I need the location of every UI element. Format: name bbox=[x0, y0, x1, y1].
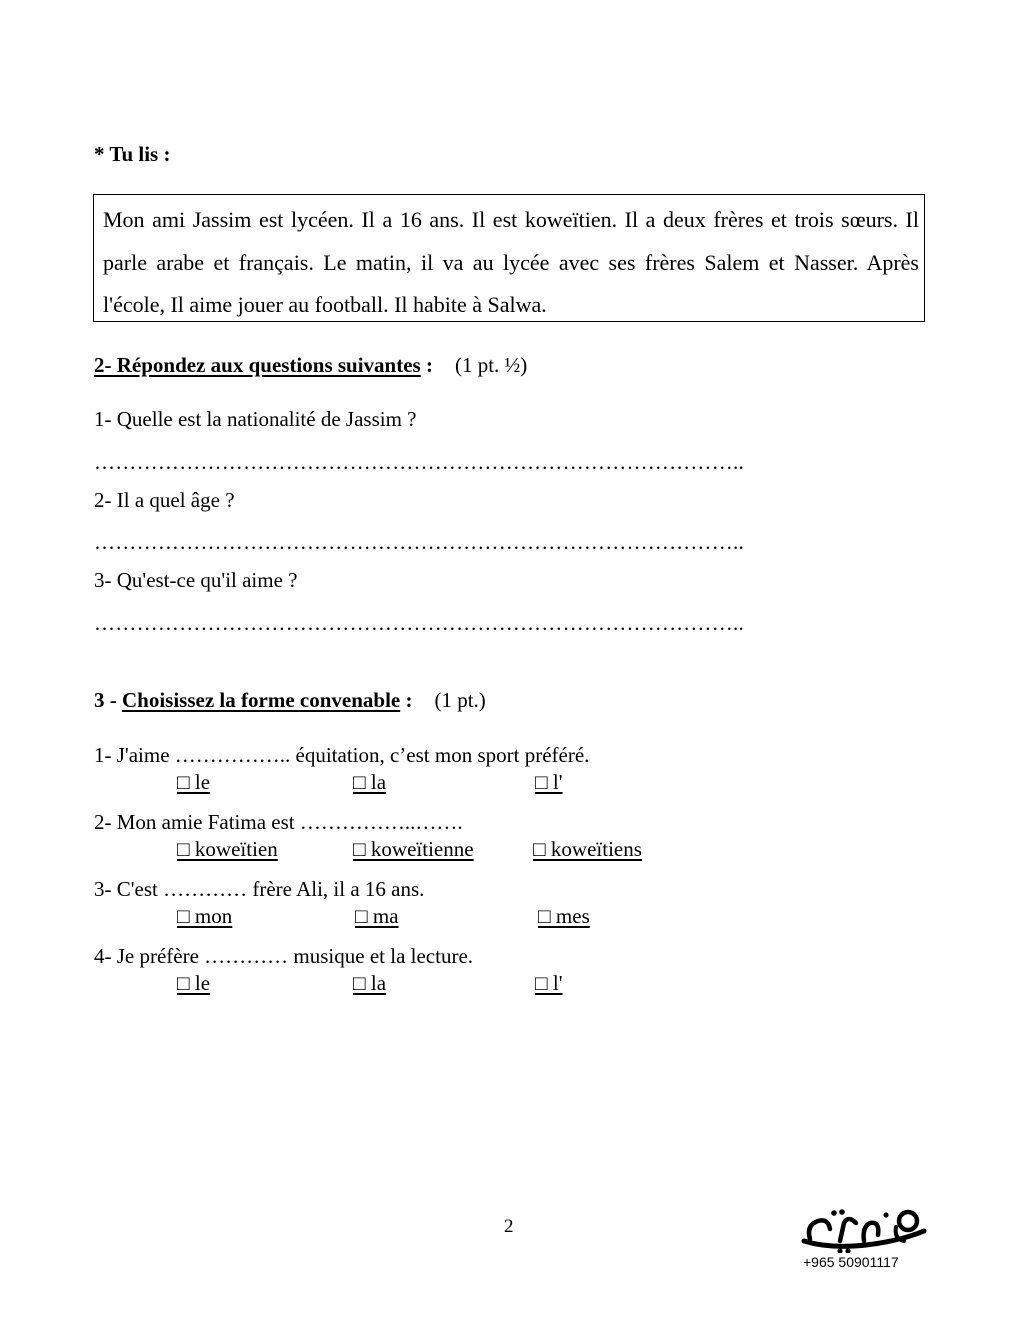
answer-line-1[interactable]: ……………………………………………………………………………….. bbox=[94, 450, 745, 474]
section3-question-1: 1- J'aime …………….. équitation, c’est mon sport préféré. bbox=[94, 743, 590, 767]
section2-title: 2- Répondez aux questions suivantes bbox=[94, 353, 421, 377]
section2-question-2: 2- Il a quel âge ? bbox=[94, 488, 235, 512]
reading-heading: * Tu lis : bbox=[94, 142, 171, 166]
q1-option-le[interactable]: □ le bbox=[177, 770, 211, 794]
section2-question-1: 1- Quelle est la nationalité de Jassim ? bbox=[94, 407, 417, 431]
brand-logo-icon bbox=[800, 1205, 930, 1253]
q3-option-mon[interactable]: □ mon bbox=[177, 904, 233, 928]
section2-header bbox=[94, 353, 527, 378]
phone-number: +965 50901117 bbox=[803, 1254, 899, 1270]
q3-option-mes[interactable]: □ mes bbox=[538, 904, 590, 928]
section3-header bbox=[94, 688, 486, 713]
section2-question-3: 3- Qu'est-ce qu'il aime ? bbox=[94, 568, 298, 592]
q1-option-la[interactable]: □ la bbox=[353, 770, 387, 794]
section3-colon: : bbox=[400, 688, 413, 712]
section3-question-2: 2- Mon amie Fatima est ……………..……. bbox=[94, 810, 463, 834]
reading-passage-text: Mon ami Jassim est lycéen. Il a 16 ans. Il est koweïtien. Il a deux frères et trois sœurs. Il parle arabe et français. Le matin, il va au lycée avec ses frères Salem et Nasser. Après l'école, Il aime jouer au football. Il habite à Salwa. bbox=[103, 207, 919, 317]
section3-number: 3 - bbox=[94, 688, 122, 712]
section2-points: (1 pt. ½) bbox=[454, 353, 528, 377]
page-number: 2 bbox=[504, 1216, 514, 1237]
section2-colon: : bbox=[420, 353, 433, 377]
reading-passage-box bbox=[93, 194, 925, 322]
section3-title: Choisissez la forme convenable bbox=[122, 688, 401, 712]
section3-question-3: 3- C'est ………… frère Ali, il a 16 ans. bbox=[94, 877, 425, 901]
q1-option-l[interactable]: □ l' bbox=[535, 770, 563, 794]
q4-option-l[interactable]: □ l' bbox=[535, 971, 563, 995]
q2-option-koweitien[interactable]: □ koweïtien bbox=[177, 837, 278, 861]
q4-option-la[interactable]: □ la bbox=[353, 971, 387, 995]
q2-option-koweitiens[interactable]: □ koweïtiens bbox=[533, 837, 642, 861]
q3-option-ma[interactable]: □ ma bbox=[355, 904, 399, 928]
answer-line-3[interactable]: ……………………………………………………………………………….. bbox=[94, 611, 745, 635]
section3-question-4: 4- Je préfère ………… musique et la lecture. bbox=[94, 944, 474, 968]
q4-option-le[interactable]: □ le bbox=[177, 971, 211, 995]
section3-points: (1 pt.) bbox=[434, 688, 486, 712]
answer-line-2[interactable]: ……………………………………………………………………………….. bbox=[94, 530, 745, 554]
q2-option-koweitienne[interactable]: □ koweïtienne bbox=[353, 837, 474, 861]
